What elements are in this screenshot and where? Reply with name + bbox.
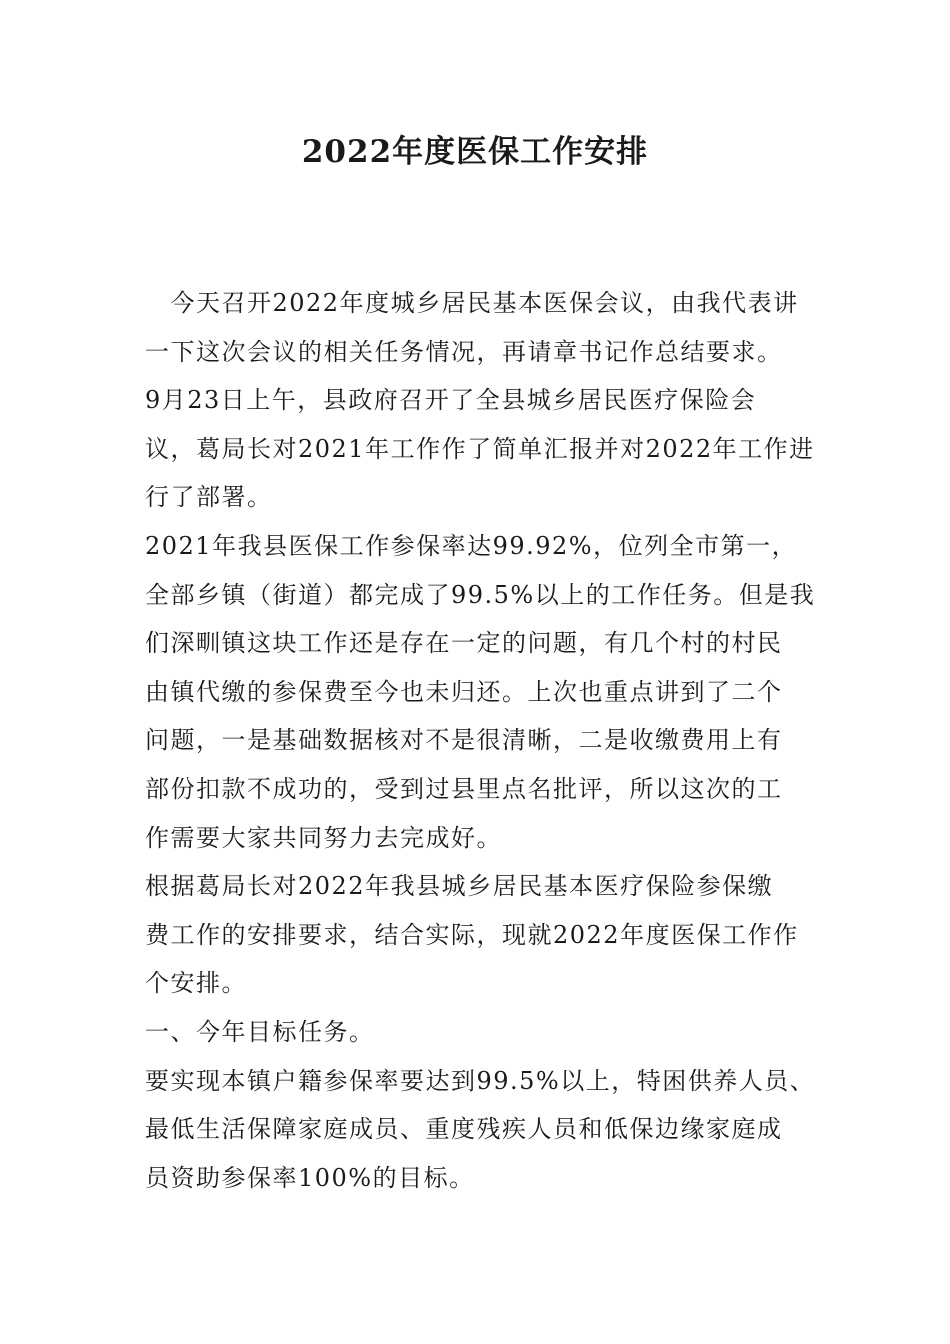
text-line: 根据葛局长对2022年我县城乡居民基本医疗保险参保缴	[145, 872, 774, 901]
text-line: 费工作的安排要求，结合实际，现就2022年度医保工作作	[145, 920, 799, 949]
text-line: 问题，一是基础数据核对不是很清晰，二是收缴费用上有	[145, 726, 783, 755]
section-heading-targets	[145, 1008, 825, 1057]
paragraph-target-details	[145, 1057, 825, 1203]
text-line: 2021年我县医保工作参保率达99.92%，位列全市第一，	[145, 531, 798, 560]
text-line: 最低生活保障家庭成员、重度残疾人员和低保边缘家庭成	[145, 1115, 783, 1144]
text-line: 个安排。	[145, 969, 247, 998]
paragraph-arrangement	[145, 862, 825, 1008]
text-line: 员资助参保率100%的目标。	[145, 1163, 475, 1192]
document-body	[145, 279, 825, 1202]
text-line: 一下这次会议的相关任务情况，再请章书记作总结要求。	[145, 337, 783, 366]
paragraph-county-meeting	[145, 376, 825, 522]
text-line: 部份扣款不成功的，受到过县里点名批评，所以这次的工	[145, 774, 783, 803]
text-line: 9月23日上午，县政府召开了全县城乡居民医疗保险会	[145, 386, 757, 415]
text-line: 要实现本镇户籍参保率要达到99.5%以上，特困供养人员、	[145, 1066, 816, 1095]
paragraph-2021-results	[145, 522, 825, 862]
text-line: 作需要大家共同努力去完成好。	[145, 823, 502, 852]
text-line: 议，葛局长对2021年工作作了简单汇报并对2022年工作进	[145, 434, 815, 463]
document-title: 2022年度医保工作安排	[301, 134, 649, 170]
paragraph-meeting-intro	[145, 279, 825, 376]
text-line: 由镇代缴的参保费至今也未归还。上次也重点讲到了二个	[145, 677, 783, 706]
text-line: 们深甽镇这块工作还是存在一定的问题，有几个村的村民	[145, 629, 783, 658]
text-line: 全部乡镇（街道）都完成了99.5%以上的工作任务。但是我	[145, 580, 816, 609]
text-line: 行了部署。	[145, 483, 273, 512]
text-line: 今天召开2022年度城乡居民基本医保会议，由我代表讲	[145, 289, 799, 317]
text-line: 一、今年目标任务。	[145, 1017, 375, 1046]
